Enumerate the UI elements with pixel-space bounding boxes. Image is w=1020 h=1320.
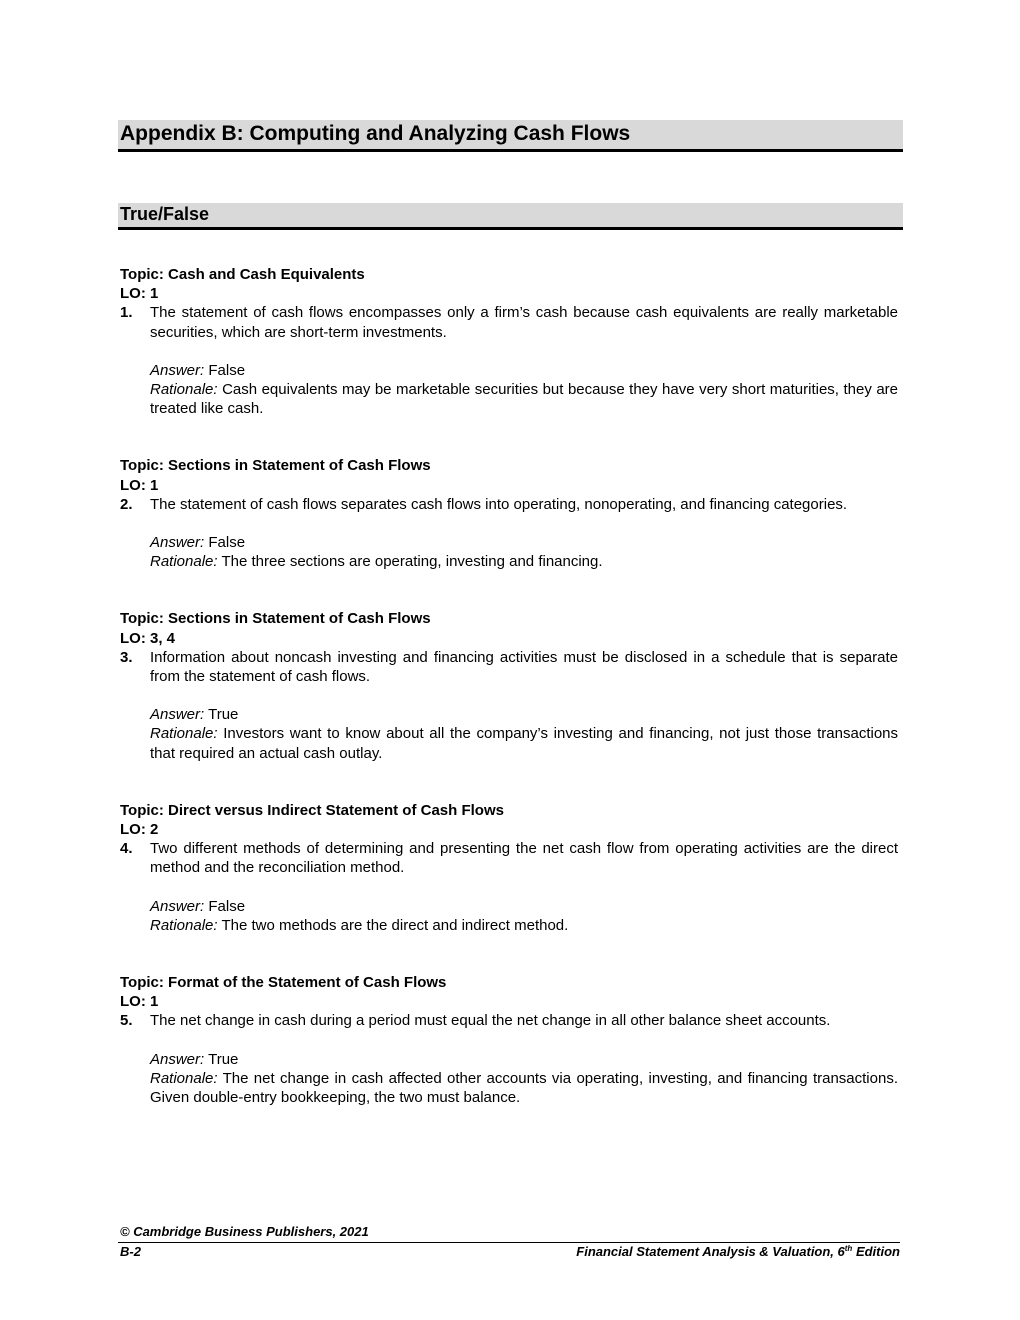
answer-label: Answer: xyxy=(150,706,205,724)
question-body xyxy=(150,648,898,763)
question-text: Information about noncash investing and financing activities must be disclosed in a schedule that is separate from the statement of cash flows. xyxy=(150,648,898,686)
question-lo: LO: 2 xyxy=(120,821,159,839)
footer-page-number: B-2 xyxy=(120,1244,141,1259)
answer-label: Answer: xyxy=(150,1050,205,1068)
question-row xyxy=(120,648,898,763)
question-lo: LO: 1 xyxy=(120,993,159,1011)
question-number: 1. xyxy=(120,304,133,322)
rationale-label: Rationale: xyxy=(150,381,218,399)
rationale-line xyxy=(150,1069,898,1107)
question-2 xyxy=(120,456,898,571)
rationale-line xyxy=(150,916,898,935)
question-text: The net change in cash during a period must equal the net change in all other balance sheet accounts. xyxy=(150,1012,831,1030)
footer-edition-superscript: th xyxy=(844,1244,853,1253)
appendix-title: Appendix B: Computing and Analyzing Cash Flows xyxy=(118,120,903,152)
answer-value: False xyxy=(208,534,246,552)
answer-line xyxy=(150,705,898,724)
answer-line xyxy=(150,533,898,552)
answer-label: Answer: xyxy=(150,361,205,379)
rationale-label: Rationale: xyxy=(150,553,218,571)
answer-label: Answer: xyxy=(150,897,205,915)
rationale-line xyxy=(150,552,898,571)
question-topic: Topic: Sections in Statement of Cash Flows xyxy=(120,457,431,475)
question-3 xyxy=(120,609,898,762)
question-topic: Topic: Cash and Cash Equivalents xyxy=(120,266,365,283)
question-lo: LO: 3, 4 xyxy=(120,629,176,647)
question-row xyxy=(120,495,898,572)
answer-line xyxy=(150,361,898,380)
footer-book-title-prefix: Financial Statement Analysis & Valuation, 6 xyxy=(576,1244,845,1259)
question-list xyxy=(120,265,898,1107)
rationale-text: Investors want to know about all the company’s investing and financing, not just those transactions that required an actual cash outlay. xyxy=(150,725,899,762)
answer-value: True xyxy=(208,706,239,724)
answer-value: False xyxy=(208,897,246,915)
question-topic: Topic: Direct versus Indirect Statement of Cash Flows xyxy=(120,801,504,819)
question-row xyxy=(120,839,898,935)
question-topic: Topic: Sections in Statement of Cash Flows xyxy=(120,610,431,628)
rationale-label: Rationale: xyxy=(150,725,218,743)
question-number: 5. xyxy=(120,1012,133,1030)
rationale-text: The net change in cash affected other accounts via operating, investing, and financing transactions. Given double-entry bookkeeping, the two must balance. xyxy=(150,1069,898,1107)
question-body xyxy=(150,1011,898,1107)
rationale-text: The two methods are the direct and indirect method. xyxy=(221,916,569,934)
question-text: Two different methods of determining and presenting the net cash flow from operating activities are the direct method and the reconciliation method. xyxy=(150,840,898,877)
question-number: 4. xyxy=(120,840,133,858)
rationale-text: The three sections are operating, investing and financing. xyxy=(221,553,603,571)
question-row xyxy=(120,1011,898,1107)
footer-copyright: © Cambridge Business Publishers, 2021 xyxy=(120,1224,369,1239)
question-4 xyxy=(120,801,898,935)
question-body xyxy=(150,495,898,572)
question-text: The statement of cash flows separates cash flows into operating, nonoperating, and financing categories. xyxy=(150,495,848,513)
answer-value: False xyxy=(208,361,246,379)
question-1 xyxy=(120,265,898,418)
section-title: True/False xyxy=(118,203,903,230)
rationale-label: Rationale: xyxy=(150,1069,218,1087)
question-body xyxy=(150,303,898,418)
footer-book-title xyxy=(576,1243,900,1260)
question-lo: LO: 1 xyxy=(120,476,159,494)
question-lo: LO: 1 xyxy=(120,285,159,303)
footer-book-title-suffix: Edition xyxy=(852,1244,900,1259)
question-number: 3. xyxy=(120,648,133,666)
rationale-text: Cash equivalents may be marketable securities but because they have very short maturities, they are treated like cash. xyxy=(150,381,899,418)
rationale-label: Rationale: xyxy=(150,916,218,934)
answer-label: Answer: xyxy=(150,534,205,552)
rationale-line xyxy=(150,724,898,762)
answer-value: True xyxy=(208,1050,239,1068)
answer-line xyxy=(150,1050,898,1069)
question-5 xyxy=(120,973,898,1107)
question-text: The statement of cash flows encompasses only a firm’s cash because cash equivalents are really marketable securities, which are short-term investments. xyxy=(150,304,898,341)
answer-line xyxy=(150,897,898,916)
question-row xyxy=(120,303,898,418)
rationale-line xyxy=(150,380,898,418)
question-topic: Topic: Format of the Statement of Cash Flows xyxy=(120,974,447,992)
question-body xyxy=(150,839,898,935)
question-number: 2. xyxy=(120,495,133,513)
